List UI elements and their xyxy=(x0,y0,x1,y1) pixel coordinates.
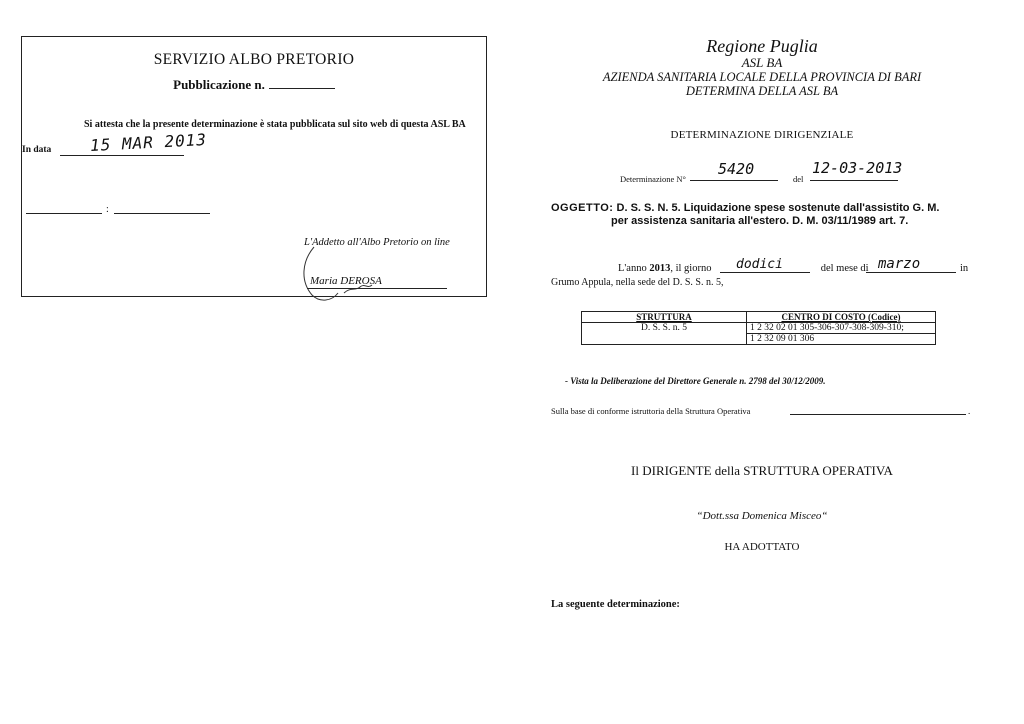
giorno-value: dodici xyxy=(736,257,783,272)
anno-year: 2013 xyxy=(649,263,671,274)
sulla-base-line xyxy=(790,414,966,415)
giorno-line xyxy=(720,272,810,273)
seguente-determinazione: La seguente determinazione: xyxy=(551,599,680,610)
mese-value: marzo xyxy=(878,256,921,272)
vista-line: - Vista la Deliberazione del Direttore Generale n. 2798 del 30/12/2009. xyxy=(565,376,826,386)
header-region: Regione Puglia xyxy=(706,36,818,56)
blank-line-right xyxy=(114,213,210,214)
det-number-label: Determinazione N° xyxy=(620,174,686,184)
anno-giorno-label: , il giorno xyxy=(670,263,712,274)
determinazione-dirigenziale: DETERMINAZIONE DIRIGENZIALE xyxy=(670,129,854,141)
vista-text: Vista la Deliberazione del Direttore Generale n. 2798 del 30/12/2009. xyxy=(570,376,826,386)
date-stamp: 15 MAR 2013 xyxy=(89,129,208,156)
pubblicazione-label: Pubblicazione n. xyxy=(173,77,265,92)
det-del-label: del xyxy=(793,174,804,184)
signature-name: Maria DEROSA xyxy=(310,275,382,287)
pubblicazione-field xyxy=(22,77,486,93)
mese-line xyxy=(866,272,956,273)
signature-scrawl xyxy=(298,241,388,303)
in-data-line xyxy=(60,155,184,156)
cost-center-table xyxy=(581,311,936,345)
anno-prefix: L'anno xyxy=(618,263,647,274)
colon: : xyxy=(106,204,109,215)
oggetto-line2: per assistenza sanitaria all'estero. D. M. 03/11/1989 art. 7. xyxy=(611,215,909,227)
oggetto-line1: D. S. S. N. 5. Liquidazione spese sostenute dall'assistito G. M. xyxy=(616,202,940,214)
det-number-line xyxy=(690,180,778,181)
oggetto-label: OGGETTO: xyxy=(551,202,614,214)
sulla-base-text: Sulla base di conforme istruttoria della Struttura Operativa xyxy=(551,406,751,416)
pubblicazione-line xyxy=(269,78,335,89)
table-header: CENTRO DI COSTO (Codice) xyxy=(747,312,936,323)
in-data-label: In data xyxy=(22,145,52,155)
oggetto xyxy=(551,202,981,228)
table-cell-code: 1 2 32 09 01 306 xyxy=(747,334,936,345)
header-azienda: AZIENDA SANITARIA LOCALE DELLA PROVINCIA DI BARI xyxy=(602,70,922,84)
blank-line-left xyxy=(26,213,102,214)
table-row xyxy=(582,323,936,334)
sulla-base-end: . xyxy=(968,406,971,416)
attestation-text: Si attesta che la presente determinazione è stata pubblicata sul sito web di questa ASL BA xyxy=(84,119,466,130)
signature-line xyxy=(307,288,447,289)
table-header: STRUTTURA xyxy=(582,312,747,323)
det-date-value: 12-03-2013 xyxy=(812,159,903,177)
dirigente-title: Il DIRIGENTE della STRUTTURA OPERATIVA xyxy=(631,463,893,478)
ha-adottato: HA ADOTTATO xyxy=(724,541,800,553)
addetto-label: L'Addetto all'Albo Pretorio on line xyxy=(304,237,450,248)
det-date-line xyxy=(810,180,898,181)
dirigente-name: “Dott.ssa Domenica Misceo“ xyxy=(696,510,828,522)
anno-in: in xyxy=(960,263,969,274)
albo-title: SERVIZIO ALBO PRETORIO xyxy=(153,51,355,68)
det-number-value: 5420 xyxy=(718,160,755,178)
table-cell-struttura: D. S. S. n. 5 xyxy=(582,323,747,345)
header-asl: ASL BA xyxy=(741,55,783,70)
header-determina: DETERMINA DELLA ASL BA xyxy=(685,84,839,98)
table-cell-code: 1 2 32 02 01 305-306-307-308-309-310; xyxy=(747,323,936,334)
table-header-row xyxy=(582,312,936,323)
anno-line2: Grumo Appula, nella sede del D. S. S. n. 5, xyxy=(551,277,724,288)
anno-mese-label: del mese di xyxy=(820,263,869,274)
albo-pretorio-box xyxy=(21,36,487,297)
